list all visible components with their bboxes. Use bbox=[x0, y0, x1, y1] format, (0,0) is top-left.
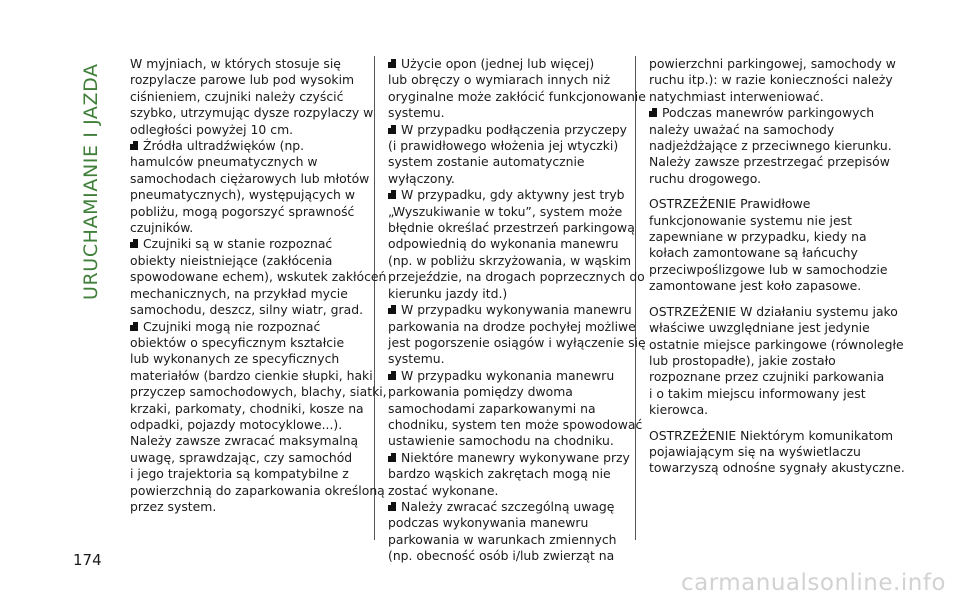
text-line bbox=[130, 138, 366, 154]
bullet-paragraph bbox=[388, 302, 646, 368]
line-text: lub prostopadłe), jakie zostało bbox=[649, 352, 836, 368]
text-line bbox=[130, 433, 366, 449]
line-text: odległości powyżej 10 cm. bbox=[130, 121, 294, 137]
bullet-icon bbox=[388, 59, 396, 68]
text-line bbox=[649, 369, 889, 385]
text-line bbox=[649, 196, 889, 212]
text-line bbox=[649, 353, 889, 369]
bullet-paragraph bbox=[388, 450, 628, 499]
text-line bbox=[649, 444, 889, 460]
bullet-icon bbox=[649, 108, 657, 117]
text-line bbox=[130, 170, 370, 187]
text-line bbox=[649, 336, 904, 353]
line-text: pneumatycznych), występujących w bbox=[130, 187, 355, 203]
line-text: hamulców pneumatycznych w bbox=[130, 154, 318, 170]
line-text: mechanicznych, na przykład mycie bbox=[130, 285, 348, 301]
text-line bbox=[388, 368, 628, 384]
text-line bbox=[388, 302, 632, 318]
text-line bbox=[388, 88, 646, 105]
line-text: zapewniane w przypadku, kiedy na bbox=[649, 229, 867, 245]
line-text: przez system. bbox=[130, 498, 217, 514]
line-text: oryginalne może zakłócić funkcjonowanie bbox=[388, 88, 646, 104]
line-text: natychmiast interweniować. bbox=[649, 88, 824, 104]
text-line bbox=[649, 262, 889, 278]
column-divider bbox=[635, 56, 636, 540]
line-text: spowodowane echem), wskutek zakłóceń bbox=[130, 269, 387, 285]
paragraph bbox=[649, 196, 889, 294]
line-text: rozpylacze parowe lub pod wysokim bbox=[130, 72, 355, 88]
text-line bbox=[388, 515, 628, 531]
text-column-2 bbox=[388, 56, 646, 565]
text-line bbox=[388, 450, 628, 466]
column-divider bbox=[374, 56, 375, 540]
line-text: Należy zwracać szczególną uwagę bbox=[401, 498, 615, 514]
text-line bbox=[130, 72, 366, 88]
text-line bbox=[130, 367, 373, 384]
line-text: funkcjonowanie systemu nie jest bbox=[649, 212, 852, 228]
text-line bbox=[649, 105, 889, 121]
text-line bbox=[130, 286, 366, 302]
line-text: Podczas manewrów parkingowych bbox=[662, 105, 875, 121]
text-line bbox=[388, 204, 628, 220]
bullet-paragraph bbox=[388, 187, 645, 302]
line-text: OSTRZEŻENIE Prawidłowe bbox=[649, 196, 811, 212]
text-line bbox=[388, 532, 628, 548]
line-text: pojawiającym się na wyświetlaczu bbox=[649, 443, 861, 459]
line-text: krzaki, parkomaty, chodniki, kosze na bbox=[130, 400, 364, 416]
line-text: i jego trajektoria są kompatybilne z bbox=[130, 466, 349, 482]
line-text: W przypadku wykonywania manewru bbox=[401, 302, 632, 318]
bullet-paragraph bbox=[388, 56, 646, 122]
text-line bbox=[130, 56, 366, 72]
line-text: samochodach ciężarowych lub młotów bbox=[130, 170, 370, 186]
line-text: obiektów o specyficznym kształcie bbox=[130, 334, 345, 350]
text-line bbox=[388, 171, 628, 187]
text-line bbox=[649, 320, 889, 336]
line-text: przyczep samochodowych, blachy, siatki, bbox=[130, 384, 387, 400]
line-text: chodniku, system ten może spowodować bbox=[388, 416, 643, 432]
line-text: wyłączony. bbox=[388, 170, 455, 186]
text-line bbox=[388, 122, 628, 138]
text-line bbox=[130, 401, 366, 417]
text-line bbox=[649, 138, 892, 154]
text-line bbox=[130, 105, 374, 121]
text-line bbox=[649, 154, 889, 170]
text-line bbox=[130, 335, 366, 351]
text-line bbox=[388, 416, 643, 433]
line-text: obiekty nieistniejące (zakłócenia bbox=[130, 252, 333, 268]
bullet-icon bbox=[388, 502, 396, 511]
line-text: parkowania na drodze pochyłej możliwe bbox=[388, 318, 636, 334]
text-line bbox=[649, 56, 896, 72]
bullet-icon bbox=[388, 125, 396, 134]
bullet-paragraph bbox=[130, 138, 370, 236]
text-line bbox=[649, 229, 889, 245]
line-text: W przypadku podłączenia przyczepy bbox=[401, 121, 628, 137]
text-line bbox=[130, 236, 366, 252]
text-line bbox=[130, 482, 385, 499]
line-text: czujników. bbox=[130, 220, 194, 236]
line-text: przeciwpoślizgowe lub w samochodzie bbox=[649, 261, 888, 277]
text-line bbox=[130, 499, 366, 515]
line-text: OSTRZEŻENIE Niektórym komunikatom bbox=[649, 427, 894, 443]
text-line bbox=[649, 171, 889, 187]
line-text: systemu. bbox=[388, 351, 445, 367]
text-line bbox=[130, 253, 366, 269]
text-line bbox=[649, 89, 889, 105]
line-text: towarzyszą odnośne sygnały akustyczne. bbox=[649, 460, 905, 476]
text-line bbox=[130, 302, 366, 318]
text-line bbox=[388, 105, 628, 121]
line-text: kierunku jazdy itd.) bbox=[388, 285, 508, 301]
line-text: W przypadku wykonania manewru bbox=[401, 367, 615, 383]
text-line bbox=[388, 384, 628, 400]
line-text: pobliżu, mogą pogorszyć sprawność bbox=[130, 203, 355, 219]
line-text: zostać wykonane. bbox=[388, 482, 499, 498]
bullet-icon bbox=[130, 322, 138, 331]
paragraph bbox=[130, 56, 374, 138]
text-line bbox=[130, 269, 387, 285]
text-line bbox=[388, 351, 628, 367]
line-text: lub obręczy o wymiarach innych niż bbox=[388, 72, 611, 88]
bullet-paragraph bbox=[388, 499, 628, 565]
line-text: właściwe uwzględniane jest jedynie bbox=[649, 320, 870, 336]
text-line bbox=[130, 417, 366, 433]
bullet-icon bbox=[388, 190, 396, 199]
text-line bbox=[388, 401, 628, 417]
line-text: Czujniki są w stanie rozpoznać bbox=[143, 236, 333, 252]
text-line bbox=[649, 427, 894, 444]
text-line bbox=[649, 460, 905, 476]
text-line bbox=[649, 245, 889, 261]
text-line bbox=[130, 351, 366, 367]
text-line bbox=[388, 138, 628, 154]
paragraph bbox=[649, 303, 904, 419]
line-text: szybko, utrzymując dysze rozpylaczy w bbox=[130, 105, 374, 121]
line-text: ciśnieniem, czujniki należy czyścić bbox=[130, 88, 344, 104]
line-text: nadjeżdżające z przeciwnego kierunku. bbox=[649, 138, 892, 154]
text-line bbox=[388, 334, 646, 351]
text-line bbox=[649, 213, 889, 229]
text-line bbox=[388, 252, 632, 269]
line-text: błędnie określać przestrzeń parkingową bbox=[388, 220, 635, 236]
text-line bbox=[388, 220, 635, 236]
page-number: 174 bbox=[73, 551, 102, 569]
bullet-icon bbox=[388, 371, 396, 380]
line-text: rozpoznane przez czujniki parkowania bbox=[649, 369, 885, 385]
line-text: i o takim miejscu informowany jest bbox=[649, 385, 866, 401]
line-text: należy uważać na samochody bbox=[649, 121, 835, 137]
text-line bbox=[388, 154, 628, 170]
text-line bbox=[388, 466, 628, 482]
line-text: samochodu, deszcz, silny wiatr, grad. bbox=[130, 302, 364, 318]
line-text: ruchu drogowego. bbox=[649, 170, 762, 186]
section-title: URUCHAMIANIE I JAZDA bbox=[80, 63, 102, 300]
bullet-paragraph bbox=[130, 236, 387, 318]
line-text: jest pogorszenie osiągów i wyłączenie się bbox=[388, 334, 646, 350]
text-line bbox=[130, 450, 366, 466]
line-text: parkowania w warunkach zmiennych bbox=[388, 531, 617, 547]
text-line bbox=[388, 318, 636, 335]
line-text: (i prawidłowego włożenia jej wtyczki) bbox=[388, 138, 619, 154]
paragraph bbox=[649, 427, 905, 477]
text-column-1 bbox=[130, 56, 387, 515]
bullet-icon bbox=[130, 239, 138, 248]
text-line bbox=[388, 187, 628, 203]
line-text: powierzchni parkingowej, samochody w bbox=[649, 56, 896, 71]
line-text: (np. w pobliżu skrzyżowania, w wąskim bbox=[388, 252, 632, 268]
line-text: Niektóre manewry wykonywane przy bbox=[401, 449, 630, 465]
text-line bbox=[649, 303, 898, 320]
text-line bbox=[649, 122, 889, 138]
line-text: Należy zawsze przestrzegać przepisów bbox=[649, 154, 890, 170]
line-text: powierzchnią do zaparkowania określoną bbox=[130, 482, 385, 498]
bullet-icon bbox=[388, 305, 396, 314]
text-line bbox=[388, 499, 628, 515]
line-text: systemu. bbox=[388, 105, 445, 121]
line-text: (np. obecność osób i/lub zwierząt na bbox=[388, 548, 615, 564]
line-text: podczas wykonywania manewru bbox=[388, 515, 589, 531]
text-line bbox=[388, 56, 628, 72]
bullet-icon bbox=[388, 453, 396, 462]
line-text: ustawienie samochodu na chodniku. bbox=[388, 433, 614, 449]
bullet-paragraph bbox=[388, 367, 643, 450]
line-text: Źródła ultradźwięków (np. bbox=[143, 138, 305, 154]
line-text: uwagę, sprawdzając, czy samochód bbox=[130, 449, 353, 465]
bullet-icon bbox=[130, 141, 138, 150]
line-text: zamontowane jest koło zapasowe. bbox=[649, 278, 862, 294]
text-line bbox=[130, 154, 366, 170]
line-text: W myjniach, w których stosuje się bbox=[130, 56, 341, 71]
bullet-paragraph bbox=[130, 318, 387, 516]
bullet-paragraph bbox=[649, 105, 892, 187]
line-text: kołach zamontowane są łańcuchy bbox=[649, 245, 858, 261]
text-line bbox=[388, 433, 628, 449]
text-line bbox=[130, 204, 366, 220]
text-line bbox=[649, 72, 893, 88]
watermark: carmanualsonline.info bbox=[680, 570, 946, 596]
text-line bbox=[649, 402, 889, 418]
line-text: ostatnie miejsce parkingowe (równoległe bbox=[649, 336, 904, 352]
line-text: lub wykonanych ze specyficznych bbox=[130, 351, 340, 367]
bullet-paragraph bbox=[388, 122, 628, 188]
text-line bbox=[649, 278, 889, 294]
text-line bbox=[130, 466, 366, 482]
line-text: ruchu itp.): w razie konieczności należy bbox=[649, 72, 893, 88]
paragraph bbox=[649, 56, 896, 105]
line-text: „Wyszukiwanie w toku”, system może bbox=[388, 203, 623, 219]
text-line bbox=[130, 384, 387, 400]
line-text: Należy zawsze zwracać maksymalną bbox=[130, 433, 359, 449]
text-line bbox=[388, 548, 628, 564]
text-line bbox=[130, 89, 366, 105]
line-text: samochodami zaparkowanymi na bbox=[388, 400, 596, 416]
text-column-3 bbox=[649, 56, 905, 477]
line-text: odpadki, pojazdy motocyklowe...). bbox=[130, 416, 343, 432]
text-line bbox=[130, 187, 366, 203]
line-text: Użycie opon (jednej lub więcej) bbox=[401, 56, 595, 71]
text-line bbox=[388, 269, 645, 285]
text-line bbox=[649, 386, 889, 402]
line-text: przejeździe, na drogach poprzecznych do bbox=[388, 269, 645, 285]
line-text: system zostanie automatycznie bbox=[388, 154, 585, 170]
text-line bbox=[130, 122, 366, 138]
line-text: bardzo wąskich zakrętach mogą nie bbox=[388, 466, 611, 482]
line-text: OSTRZEŻENIE W działaniu systemu jako bbox=[649, 303, 898, 319]
line-text: parkowania pomiędzy dwoma bbox=[388, 384, 573, 400]
text-line bbox=[388, 236, 628, 252]
line-text: odpowiednią do wykonania manewru bbox=[388, 236, 619, 252]
line-text: Czujniki mogą nie rozpoznać bbox=[143, 318, 321, 334]
text-line bbox=[388, 483, 628, 499]
line-text: materiałów (bardzo cienkie słupki, haki bbox=[130, 367, 373, 383]
text-line bbox=[130, 220, 366, 236]
line-text: kierowca. bbox=[649, 402, 709, 418]
text-line bbox=[130, 319, 366, 335]
text-line bbox=[388, 72, 628, 88]
text-line bbox=[388, 286, 628, 302]
line-text: W przypadku, gdy aktywny jest tryb bbox=[401, 187, 625, 203]
